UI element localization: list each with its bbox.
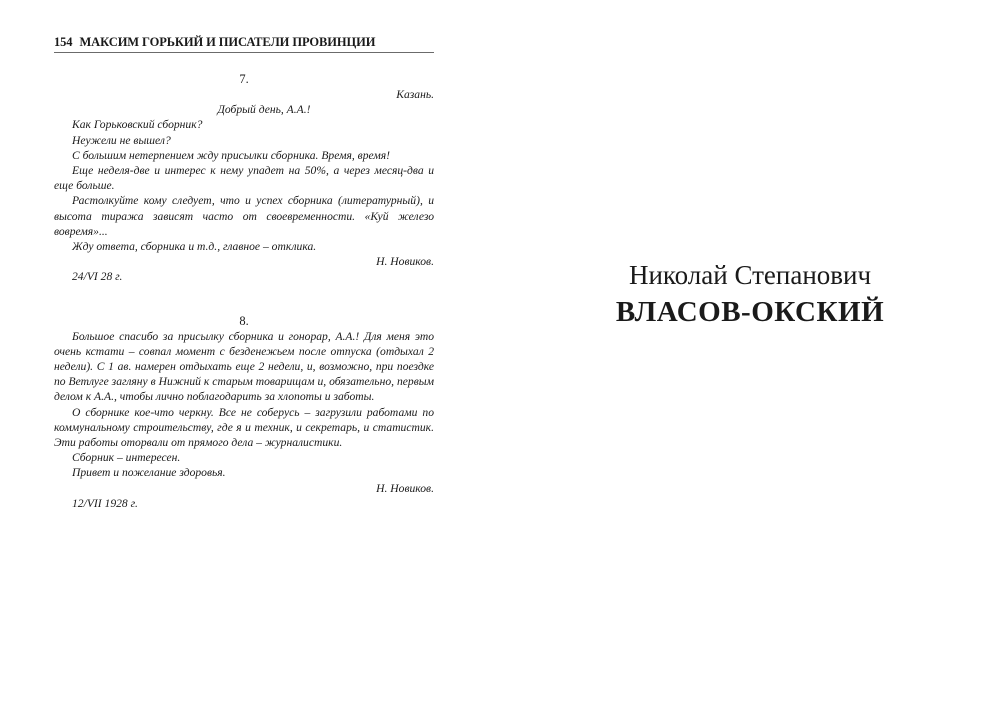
letter-number: 7. — [239, 72, 249, 86]
letter-paragraph: Привет и пожелание здоровья. — [72, 466, 226, 480]
left-page — [54, 32, 434, 511]
letter-7 — [54, 71, 434, 285]
letter-8 — [54, 313, 434, 511]
letter-date: 12/VII 1928 г. — [72, 496, 138, 510]
running-title: МАКСИМ ГОРЬКИЙ И ПИСАТЕЛИ ПРОВИНЦИИ — [79, 35, 376, 49]
letter-paragraph: Сборник – интересен. — [72, 451, 181, 465]
letter-paragraph: О сборнике кое-что черкну. Все не соберусь – загрузили работами по коммунальному строительству, где я и техник, и секретарь, и статистик. Эти работы оторвали от прямого дела – журналистики. — [54, 405, 434, 450]
letter-number: 8. — [239, 313, 249, 328]
right-page — [500, 0, 1000, 709]
letter-signature: Н. Новиков. — [376, 255, 434, 269]
letter-date: 24/VI 28 г. — [72, 270, 123, 284]
letter-greeting: Добрый день, А.А.! — [217, 103, 311, 117]
author-heading — [500, 258, 1000, 332]
author-first-names: Николай Степанович — [628, 260, 872, 290]
letter-paragraph: Неужели не вышел? — [72, 133, 171, 147]
author-last-name: ВЛАСОВ-ОКСКИЙ — [615, 296, 885, 328]
page-number: 154 — [54, 35, 73, 49]
letter-place: Казань. — [396, 88, 434, 101]
running-head — [54, 32, 434, 53]
letter-paragraph: Как Горьковский сборник? — [72, 118, 203, 132]
letter-paragraph: Жду ответа, сборника и т.д., главное – отклика. — [72, 240, 317, 254]
letter-paragraph: С большим нетерпением жду присылки сборника. Время, время! — [72, 148, 391, 162]
letter-paragraph: Большое спасибо за присылку сборника и гонорар, А.А.! Для меня это очень кстати – совпал момент с безденежьем после отпуска (отдыхал 2 недели). С 1 ав. намерен отдыхать еще 2 недели, и, возможно, при поездке по Ветлуге загляну в Нижний к старым товарищам и, обязательно, первым делом к А.А., чтобы лично поблагодарить за хлопоты и заботы. — [54, 329, 434, 404]
letter-signature: Н. Новиков. — [376, 481, 434, 495]
letter-paragraph: Растолкуйте кому следует, что и успех сборника (литературный), и высота тиража зависят часто от своевременности. «Куй железо вовремя»... — [54, 194, 434, 238]
letter-paragraph: Еще неделя-две и интерес к нему упадет на 50%, а через месяц-два и еще больше. — [54, 164, 434, 193]
